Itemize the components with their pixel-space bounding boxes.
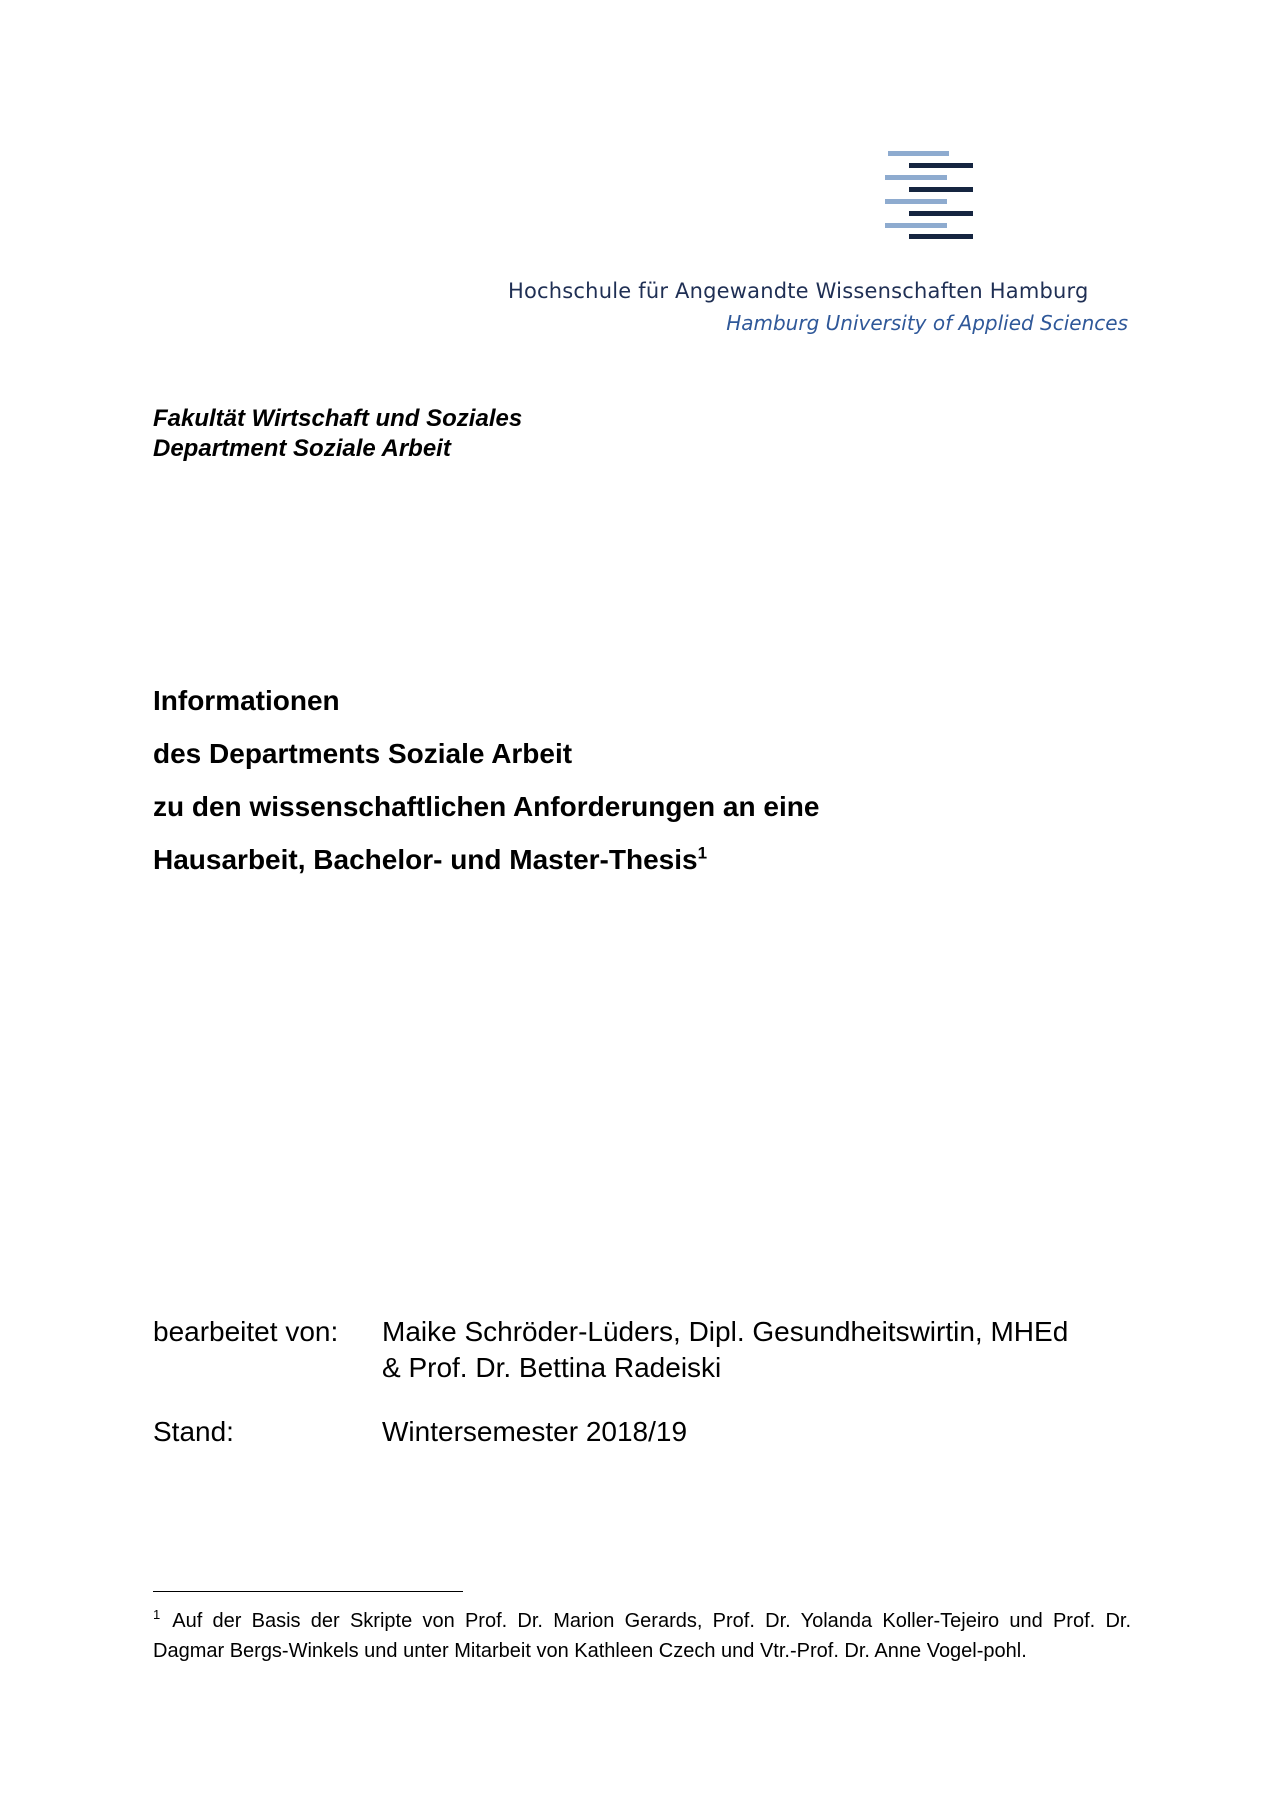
footnote-separator	[153, 1591, 463, 1592]
logo-stripe-3	[885, 175, 947, 180]
logo-stripe-1	[888, 151, 949, 156]
logo-stripe-8	[909, 234, 973, 239]
document-title	[153, 674, 819, 886]
title-footnote-mark: 1	[697, 843, 708, 863]
title-line-4	[153, 833, 819, 886]
status-label: Stand:	[153, 1416, 234, 1447]
logo-stripe-6	[909, 211, 973, 216]
title-line-3: zu den wissenschaftlichen Anforderungen an eine	[153, 791, 820, 822]
editor-row	[153, 1314, 1142, 1386]
editor-line-2: & Prof. Dr. Bettina Radeiski	[382, 1352, 722, 1383]
title-line-2: des Departments Soziale Arbeit	[153, 738, 573, 769]
faculty-block	[153, 404, 522, 464]
logo-stripe-7	[885, 223, 947, 228]
logo-stripe-2	[909, 163, 973, 168]
logo-stripe-5	[885, 199, 947, 204]
footnote	[153, 1606, 1131, 1666]
university-logo-mark	[885, 151, 975, 237]
status-value: Wintersemester 2018/19	[382, 1416, 688, 1447]
university-name-german: Hochschule für Angewandte Wissenschaften Hamburg	[508, 279, 1089, 303]
editor-value	[382, 1314, 1142, 1386]
logo-stripe-4	[909, 187, 973, 192]
footnote-text: Auf der Basis der Skripte von Prof. Dr. Marion Gerards, Prof. Dr. Yolanda Koller-Tejeiro und Prof. Dr. Dagmar Bergs-Winkels und unter Mitarbeit von Kathleen Czech und Vtr.-Prof. Dr. Anne Vogel-pohl.	[153, 1610, 1131, 1662]
editor-line-1: Maike Schröder-Lüders, Dipl. Gesundheitswirtin, MHEd	[382, 1316, 1069, 1347]
editor-label: bearbeitet von:	[153, 1316, 339, 1347]
status-row	[153, 1414, 1142, 1450]
title-line-1: Informationen	[153, 685, 340, 716]
faculty-name: Fakultät Wirtschaft und Soziales	[153, 405, 523, 432]
department-name: Department Soziale Arbeit	[153, 435, 451, 462]
title-line-4-text: Hausarbeit, Bachelor- und Master-Thesis	[153, 844, 698, 875]
footnote-mark: 1	[153, 1607, 161, 1623]
university-name-english: Hamburg University of Applied Sciences	[726, 311, 1128, 335]
document-info	[153, 1314, 1142, 1450]
